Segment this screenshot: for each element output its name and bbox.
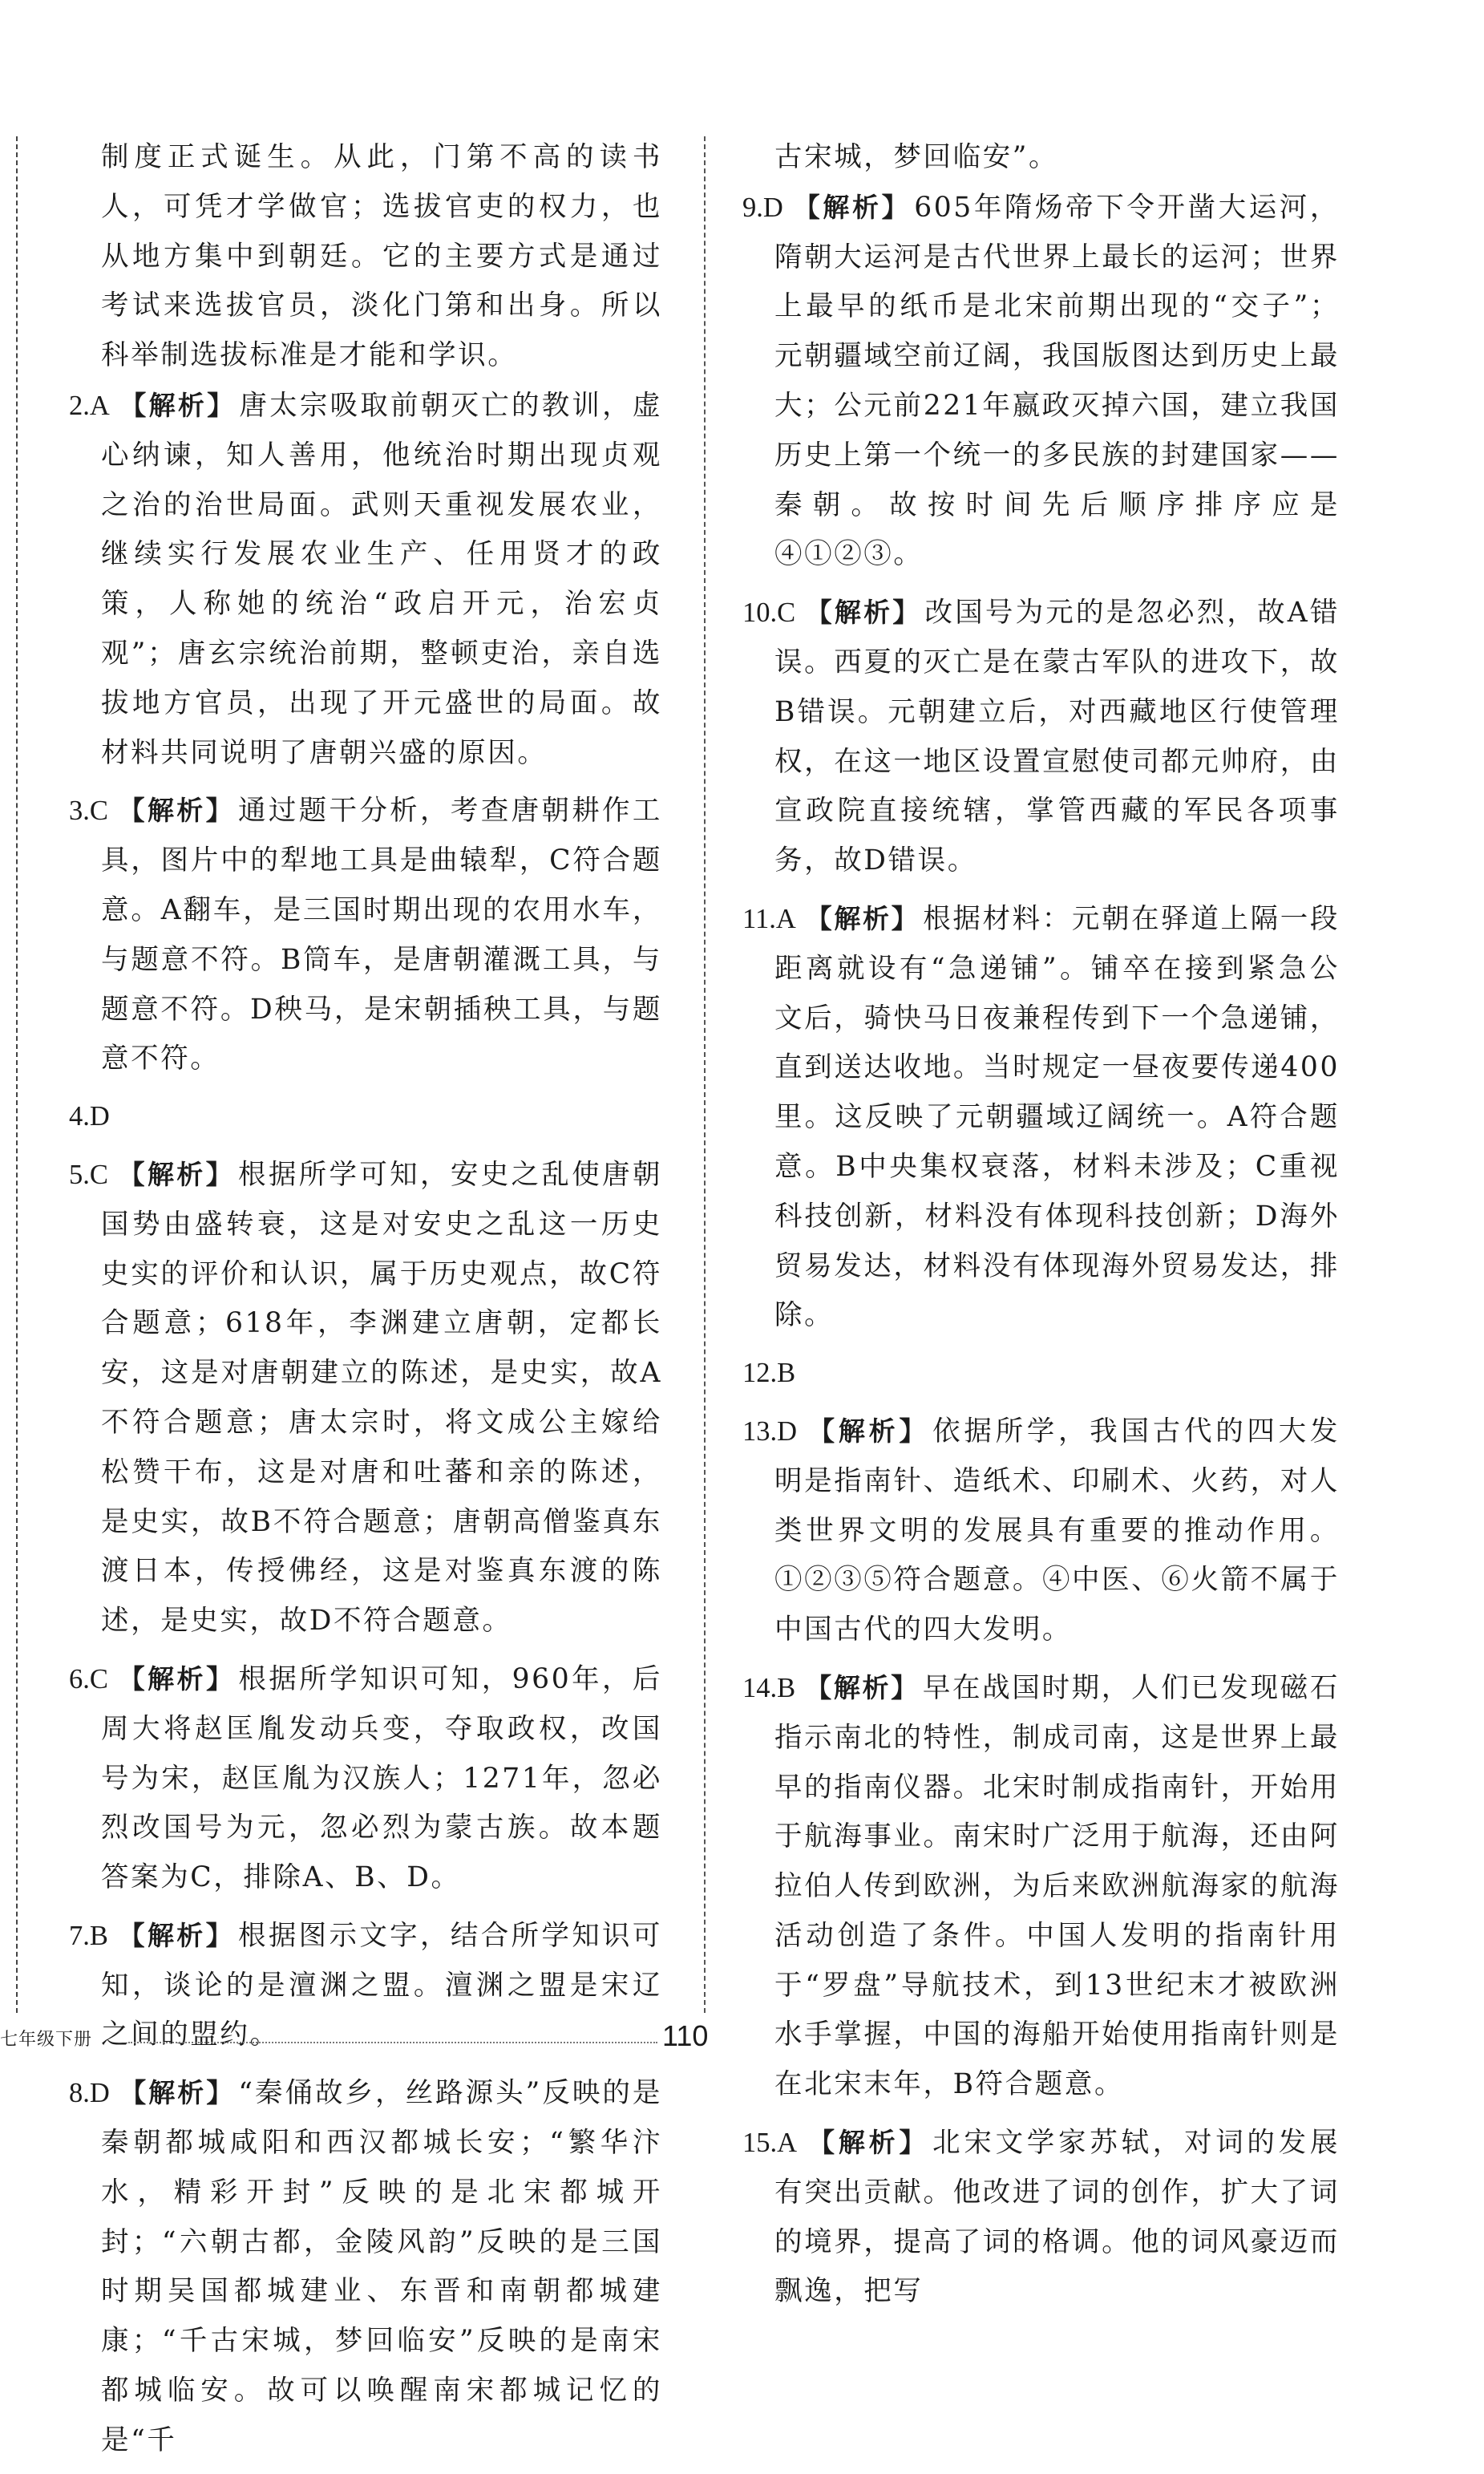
item-text: 早在战国时期，人们已发现磁石指示南北的特性，制成司南，这是世界上最早的指南仪器。北宋时制成指南针，开始用于航海事业。南宋时广泛用于航海，还由阿拉伯人传到欧洲，为后来欧洲航海家的航海活动创造了条件。中国人发明的指南针用于“罗盘”导航技术，到13世纪末才被欧洲水手掌握，中国的海船开始使用指南针则是在北宋末年，B符合题意。: [774, 1671, 1340, 2101]
item-number: 9.D: [742, 192, 783, 223]
analysis-tag: 【解析】: [119, 389, 237, 421]
analysis-tag: 【解析】: [119, 2077, 236, 2109]
answer-item-6: [69, 1654, 662, 1903]
item-number: 5.C: [69, 1159, 108, 1190]
answer-item-8: [69, 2068, 662, 2465]
continued-paragraph: 制度正式诞生。从此，门第不高的读书人，可凭才学做官；选拔官吏的权力，也从地方集中到朝廷。它的主要方式是通过考试来选拔官员，淡化门第和出身。所以科举制选拔标准是才能和学识。: [101, 141, 662, 372]
item-text: 依据所学，我国古代的四大发明是指南针、造纸术、印刷术、火药，对人类世界文明的发展具有重要的推动作用。①②③⑤符合题意。④中医、⑥火箭不属于中国古代的四大发明。: [774, 1415, 1340, 1646]
item-number: 8.D: [69, 2078, 110, 2109]
analysis-tag: 【解析】: [117, 795, 235, 827]
analysis-tag: 【解析】: [117, 1919, 235, 1951]
page-number: 110: [662, 2019, 709, 2052]
item-number: 3.C: [69, 796, 108, 827]
analysis-tag: 【解析】: [805, 597, 922, 629]
item-text: 通过题干分析，考查唐朝耕作工具，图片中的犁地工具是曲辕犁，C符合题意。A翻车，是三国时期出现的农用水车，与题意不符。B筒车，是唐朝灌溉工具，与题意不符。D秧马，是宋朝插秧工具，与题意不符。: [101, 795, 662, 1075]
item-number: 10.C: [742, 597, 796, 629]
item-text: 改国号为元的是忽必烈，故A错误。西夏的灭亡是在蒙古军队的进攻下，故B错误。元朝建立后，对西藏地区行使管理权，在这一地区设置宣慰使司都元帅府，由宣政院直接统辖，掌管西藏的军民各项事务，故D错误。: [774, 597, 1340, 877]
item-number: 14.B: [742, 1672, 796, 1703]
item-text: 唐太宗吸取前朝灭亡的教训，虚心纳谏，知人善用，他统治时期出现贞观之治的治世局面。武则天重视发展农业，继续实行发展农业生产、任用贤才的政策，人称她的统治“政启开元，治宏贞观”；唐玄宗统治前期，整顿吏治，亲自选拔地方官员，出现了开元盛世的局面。故材料共同说明了唐朝兴盛的原因。: [101, 389, 662, 769]
right-column: [742, 133, 1340, 2325]
item-text: “秦俑故乡，丝路源头”反映的是秦朝都城咸阳和西汉都城长安；“繁华汴水，精彩开封”反映的是北宋都城开封；“六朝古都，金陵风韵”反映的是三国时期吴国都城建业、东晋和南朝都城建康；“千古宋城，梦回临安”反映的是南宋都城临安。故可以唤醒南宋都城记忆的是“千: [101, 2077, 662, 2456]
answer-item-5: [69, 1150, 662, 1646]
item-text: 根据材料：元朝在驿道上隔一段距离就设有“急递铺”。铺卒在接到紧急公文后，骑快马日夜兼程传到下一个急递铺，直到送达收地。当时规定一昼夜要传递400里。这反映了元朝疆域辽阔统一。A符合题意。B中央集权衰落，材料未涉及；C重视科技创新，材料没有体现科技创新；D海外贸易发达，材料没有体现海外贸易发达，排除。: [774, 902, 1340, 1332]
analysis-tag: 【解析】: [792, 191, 912, 223]
grade-label: 七年级下册: [0, 2030, 93, 2050]
analysis-tag: 【解析】: [117, 1662, 236, 1695]
analysis-tag: 【解析】: [805, 1671, 920, 1703]
analysis-tag: 【解析】: [807, 2127, 930, 2159]
analysis-tag: 【解析】: [805, 902, 920, 934]
dotted-leader: [128, 2042, 657, 2043]
item-text: 根据图示文字，结合所学知识可知，谈论的是澶渊之盟。澶渊之盟是宋辽之间的盟约。: [101, 1919, 662, 2051]
item-number: 6.C: [69, 1663, 108, 1695]
answer-item-3: [69, 786, 662, 1084]
item-text: 根据所学知识可知，960年，后周大将赵匡胤发动兵变，夺取政权，改国号为宋，赵匡胤为汉族人；1271年，忽必烈改国号为元，忽必烈为蒙古族。故本题答案为C，排除A、B、D。: [101, 1662, 662, 1894]
item-text: 北宋文学家苏轼，对词的发展有突出贡献。他改进了词的创作，扩大了词的境界，提高了词的格调。他的词风豪迈而飘逸，把写: [774, 2127, 1340, 2308]
answer-item-2: [69, 381, 662, 778]
answer-item-12: [742, 1349, 1340, 1399]
item-number: 12.B: [742, 1358, 796, 1389]
answer-item-4: [69, 1092, 662, 1142]
answer-item-10: [742, 588, 1340, 886]
item-number: 7.B: [69, 1920, 108, 1951]
left-column: [69, 133, 662, 2474]
item-text: 根据所学可知，安史之乱使唐朝国势由盛转衰，这是对安史之乱这一历史史实的评价和认识，属于历史观点，故C符合题意；618年，李渊建立唐朝，定都长安，这是对唐朝建立的陈述，是史实，故A不符合题意；唐太宗时，将文成公主嫁给松赞干布，这是对唐和吐蕃和亲的陈述，是史实，故B不符合题意；唐朝高僧鉴真东渡日本，传授佛经，这是对鉴真东渡的陈述，是史实，故D不符合题意。: [101, 1158, 662, 1638]
column-divider: [704, 136, 706, 2013]
item-number: 2.A: [69, 390, 110, 421]
item-number: 13.D: [742, 1415, 798, 1447]
item-number: 11.A: [742, 903, 796, 934]
item-number: 15.A: [742, 2128, 798, 2159]
item-text: 605年隋炀帝下令开凿大运河，隋朝大运河是古代世界上最长的运河；世界上最早的纸币是北宋前期出现的“交子”；元朝疆域空前辽阔，我国版图达到历史上最大；公元前221年嬴政灭掉六国，建立我国历史上第一个统一的多民族的封建国家——秦朝。故按时间先后顺序排序应是④①②③。: [774, 191, 1340, 571]
analysis-tag: 【解析】: [807, 1415, 930, 1447]
analysis-tag: 【解析】: [117, 1158, 235, 1190]
answer-item-15: [742, 2118, 1340, 2317]
answer-item-11: [742, 894, 1340, 1341]
answer-item-13: [742, 1407, 1340, 1655]
page-footer: [0, 2021, 1484, 2069]
binding-margin-line: [16, 136, 18, 2013]
answer-item-9: [742, 183, 1340, 580]
item-number: 4.D: [69, 1101, 110, 1132]
continued-paragraph: 古宋城，梦回临安”。: [774, 141, 1059, 173]
